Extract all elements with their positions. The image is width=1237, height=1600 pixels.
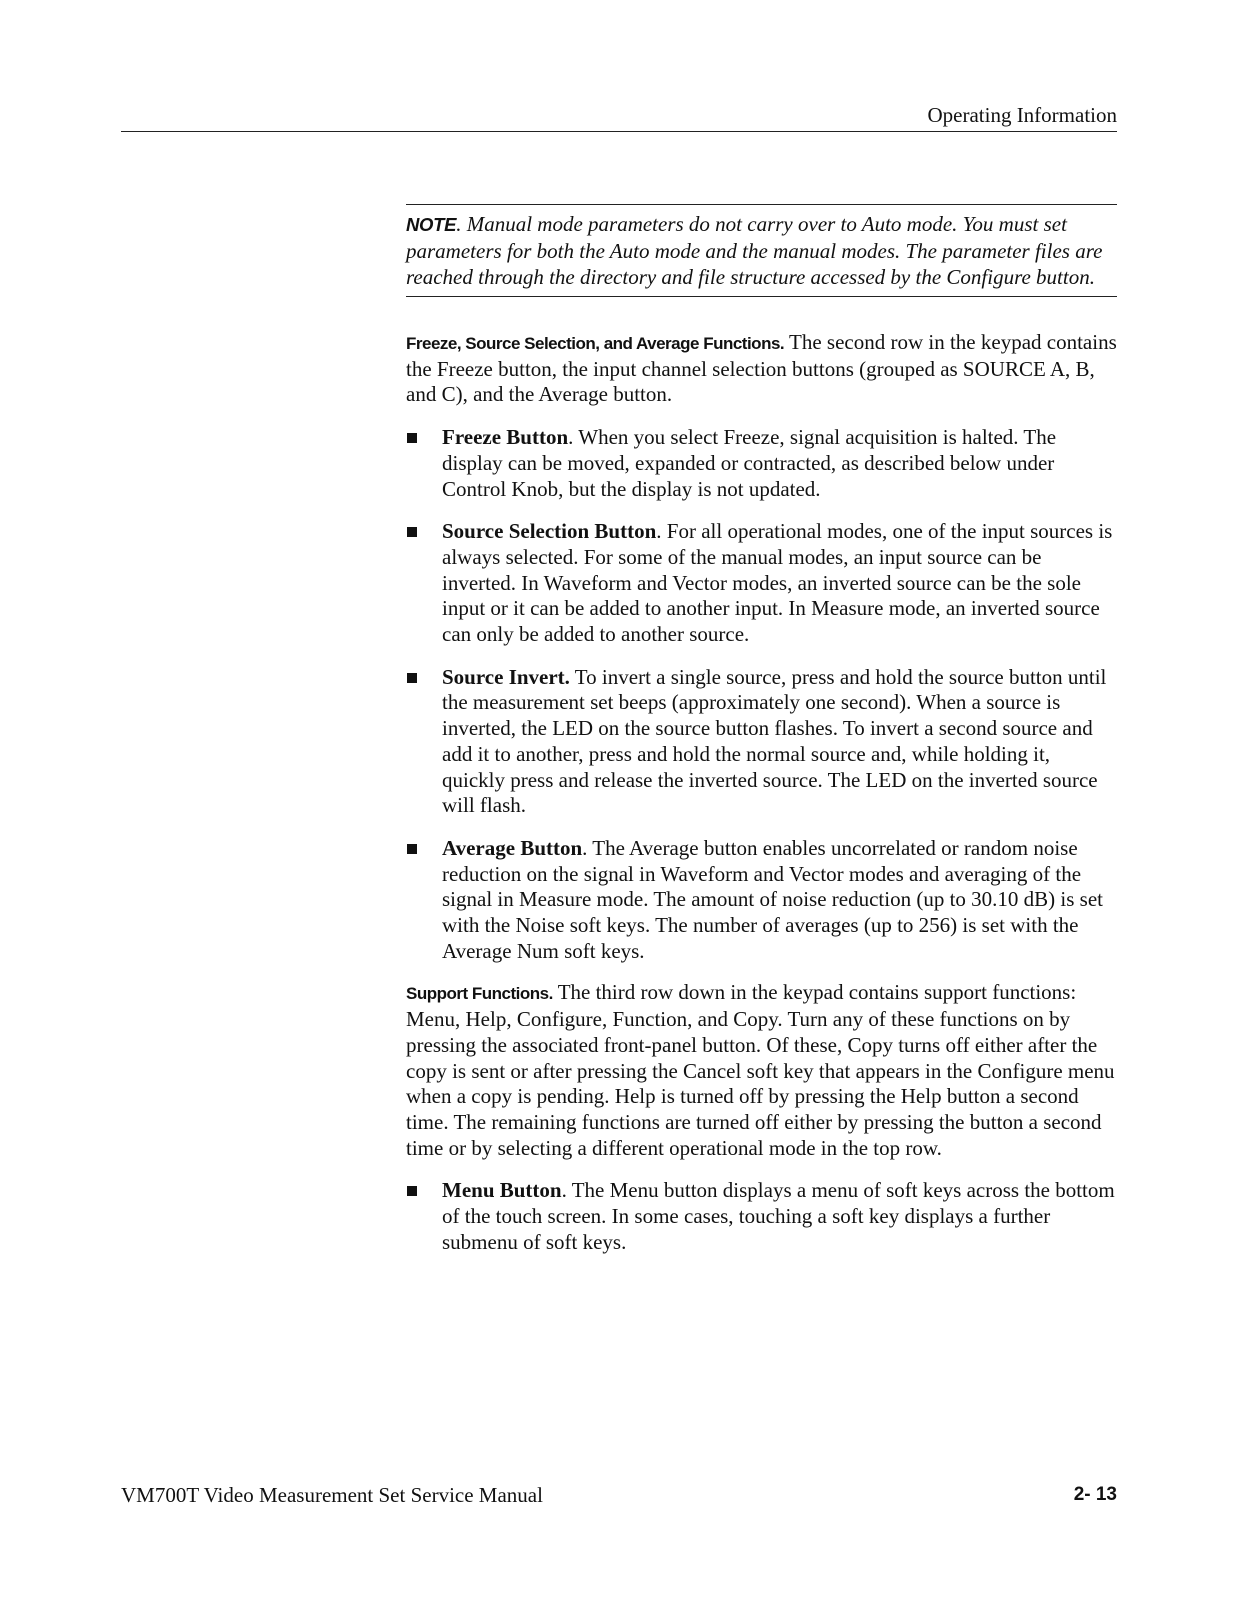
list-item-term: Source Invert.	[442, 664, 570, 689]
freeze-section-heading: Freeze, Source Selection, and Average Functions.	[406, 334, 785, 353]
list-item-term: Source Selection Button	[442, 519, 657, 544]
support-section-paragraph	[406, 980, 1117, 1161]
list-item	[406, 665, 1117, 819]
support-section-text: The third row down in the keypad contains support functions: Menu, Help, Configure, Function, and Copy. Turn any of these functions on by pressing the associated front-panel button. Of these, Copy turns off either after the copy is sent or after pressing the Cancel soft key that appears in the Configure menu when a copy is pending. Help is turned off by pressing the Help button a second time. The remaining functions are turned off either by pressing the button a second time or by selecting a different operational mode in the top row.	[406, 980, 1115, 1160]
freeze-section-paragraph	[406, 330, 1117, 408]
list-item	[406, 425, 1117, 502]
list-item-text: . When you select Freeze, signal acquisition is halted. The display can be moved, expanded or contracted, as described below under Control Knob, but the display is not updated.	[442, 425, 1057, 501]
list-item-text: . The Average button enables uncorrelated or random noise reduction on the signal in Waveform and Vector modes and averaging of the signal in Measure mode. The amount of noise reduction (up to 30.10 dB) is set with the Noise soft keys. The number of averages (up to 256) is set with the Average Num soft keys.	[442, 835, 1103, 963]
freeze-section-text: The second row in the keypad contains the Freeze button, the input channel selection buttons (grouped as SOURCE A, B, and C), and the Average button.	[406, 330, 1117, 407]
support-section-list	[406, 1178, 1117, 1255]
freeze-section-list	[406, 425, 1117, 964]
bullet-square-icon	[407, 1186, 417, 1196]
list-item-term: Average Button	[442, 835, 583, 860]
list-item-text: . For all operational modes, one of the input sources is always selected. For some of the manual modes, an input source can be inverted. In Waveform and Vector modes, an inverted source can be the sole input or it can be added to another input. In Measure mode, an inverted source can only be added to another source.	[442, 519, 1113, 647]
page-header	[121, 101, 1117, 132]
list-item-text: . The Menu button displays a menu of soft keys across the bottom of the touch screen. In some cases, touching a soft key displays a further submenu of soft keys.	[442, 1178, 1115, 1254]
main-content	[406, 204, 1117, 1256]
list-item-term: Freeze Button	[442, 425, 569, 450]
list-item	[406, 519, 1117, 648]
note-text: . Manual mode parameters do not carry over to Auto mode. You must set parameters for both the Auto mode and the manual modes. The parameter files are reached through the directory and file structure accessed by the Configure button.	[406, 212, 1103, 289]
page-number: 2- 13	[1073, 1484, 1117, 1505]
bullet-square-icon	[407, 844, 417, 854]
bullet-square-icon	[407, 527, 417, 537]
bullet-square-icon	[407, 673, 417, 683]
note-box	[406, 204, 1117, 297]
section-title: Operating Information	[927, 103, 1117, 127]
support-section-heading: Support Functions.	[406, 984, 553, 1004]
note-label: NOTE	[406, 214, 457, 235]
list-item-text: To invert a single source, press and hold the source button until the measurement set beeps (approximately one second). When a source is inverted, the LED on the source button flashes. To invert a second source and add it to another, press and hold the normal source and, while holding it, quickly press and release the inverted source. The LED on the inverted source will flash.	[442, 664, 1107, 818]
list-item	[406, 1178, 1117, 1255]
footer-manual-title: VM700T Video Measurement Set Service Manual	[121, 1483, 543, 1507]
bullet-square-icon	[407, 433, 417, 443]
list-item	[406, 836, 1117, 965]
list-item-term: Menu Button	[442, 1178, 562, 1203]
